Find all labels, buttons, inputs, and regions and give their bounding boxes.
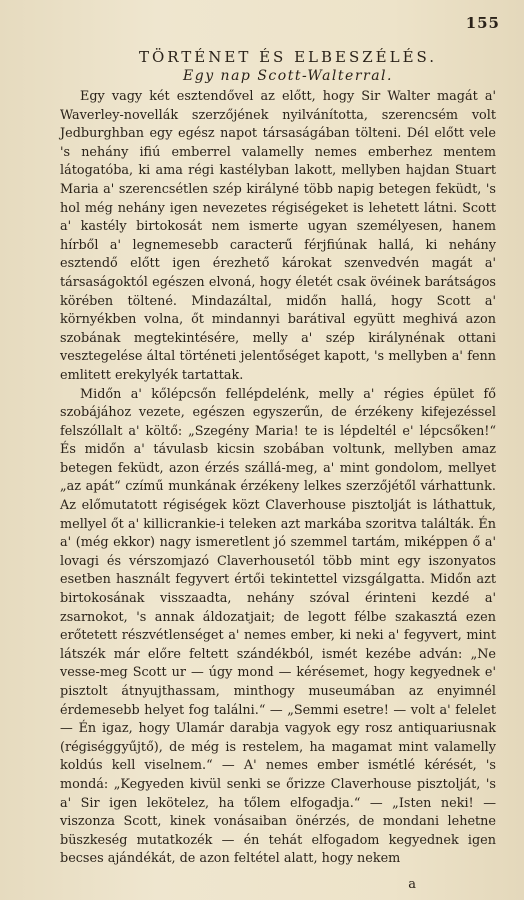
body-text (60, 88, 496, 869)
page-number: 155 (465, 14, 500, 32)
paragraph-1: Egy vagy két esztendővel az előtt, hogy Sir Walter magát a' Waverley-novellák szerzőjének nyilvánította, szerencsém volt Jedburghban egy egész napot társaságában tölteni. Dél előtt vele 's nehány ifiú emberrel valamelly nemes emberhez mentem látogatóba, ki ama régi kastélyban lakott, mellyben hajdan Stuart Maria a' szerencsétlen szép királyné több napig betegen feküdt, 's hol még nehány igen nevezetes régiségeket is lehetett látni. Scott a' kastély birtokosát nem ismerte ugyan személyesen, hanem hírből a' legnemesebb caracterű férjfiúnak hallá, ki nehány esztendő előtt igen érezhető károkat szenvedvén magát a' társaságoktól egészen elvoná, hogy életét csak övéinek barátságos körében töltené. Mindazáltal, midőn hallá, hogy Scott a' környékben volna, őt mindannyi barátival együtt meghivá azon szobának megtekintésére, melly a' szép királynénak ottani vesztegelése által történeti jelentőséget kapott, 's mellyben a' fenn emlitett erekylyék tartattak. (60, 89, 496, 383)
section-title: TÖRTÉNET ÉS ELBESZÉLÉS. (138, 48, 438, 66)
paragraph-2: Midőn a' kőlépcsőn fellépdelénk, melly a' régies épület fő szobájához vezete, egészen egyszerűn, de érzékeny kifejezéssel felszóllalt a' költő: „Szegény Maria! te is lépdeltél e' lépcsőken!“ És midőn a' távulasb kicsin szobában voltunk, mellyben amaz betegen feküdt, azon érzés szállá-meg, a' mint gondolom, mellyet „az apát“ czímű munkának érzékeny lelkes szerzőjétől várhattunk. Az előmutatott régiségek közt Claverhouse pisztolját is láthattuk, mellyel őt a' killicrankie-i teleken azt markába szoritva találták. Én a' (még ekkor) nagy ismeretlent jó szemmel tartám, miképpen ő a' lovagi és vérszomjazó Claverhousetól több mint egy iszonyatos esetben használt fegyvert értői tekintettel vizsgálgatta. Midőn azt birtokosának visszaadta, nehány szóval érinteni kezdé a' zsarnokot, 's annak áldozatjait; de legott félbe szakasztá ezen erőtetett részvétlenséget a' nemes ember, ki neki a' fegyvert, mint látszék már előre feltett szándékból, ismét kezébe adván: „Ne vesse-meg Scott ur — úgy mond — kérésemet, hogy kegyednek e' pisztolt átnyujthassam, minthogy museumában az enyimnél érdemesebb helyet fog találni.“ — „Semmi esetre! — volt a' felelet — Én igaz, hogy Ulamár darabja vagyok egy rosz antiquariusnak (régiséggyűjtő), de még is restelem, ha magamat mint valamelly koldús kell viselnem.“ — A' nemes ember ismétlé kérését, 's mondá: „Kegyeden kivül senki se őrizze Claverhouse pisztolját, 's a' Sir igen lekötelez, ha tőlem elfogadja.“ — „Isten neki! — viszonza Scott, kinek vonásaiban önérzés, de mondani lehetne büszkeség mutatkozék — én tehát elfogadom kegyednek igen becses ajándékát, de azon feltétel alatt, hogy nekem (60, 386, 496, 867)
catchword: a (408, 877, 416, 892)
article-subtitle: Egy nap Scott-Walterral. (183, 68, 393, 84)
